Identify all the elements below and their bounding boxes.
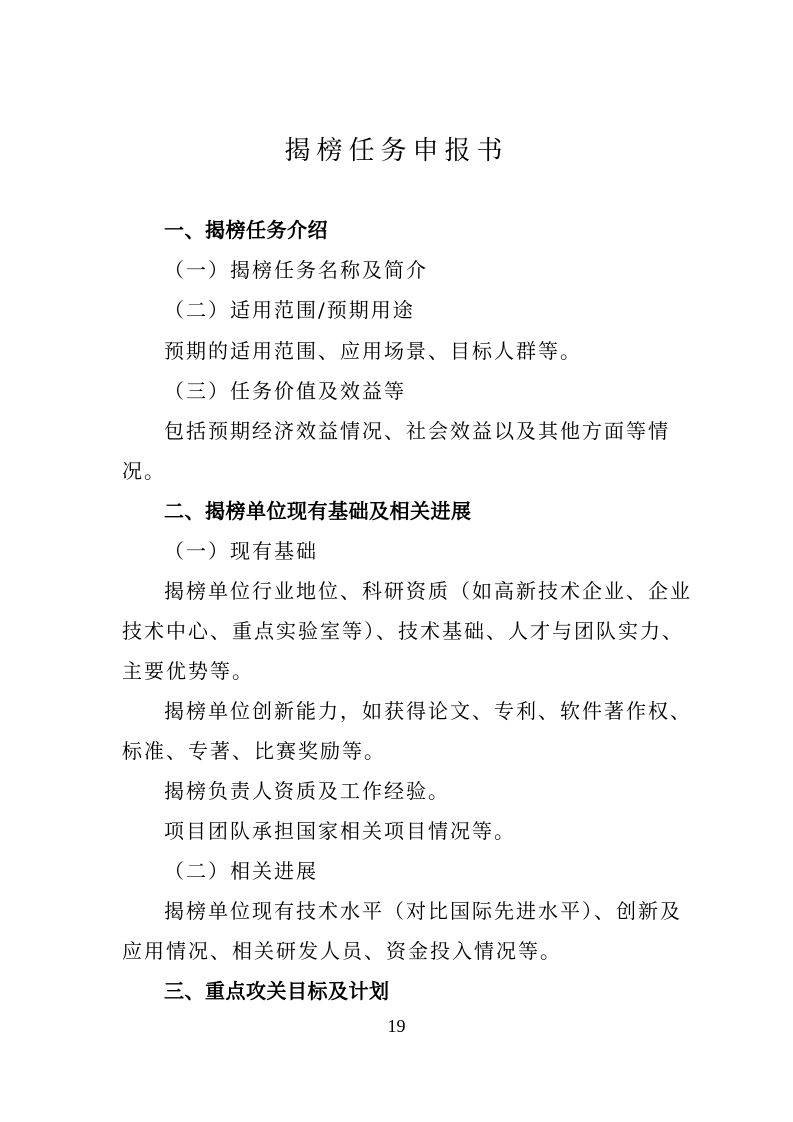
paragraph-text: 主要优势等。: [122, 659, 254, 683]
subsection-heading-1-3: （三）任务价值及效益等: [164, 379, 406, 403]
paragraph-text: 揭榜单位行业地位、科研资质（如高新技术企业、企业: [164, 579, 692, 603]
subsection-heading-2-1: （一）现有基础: [164, 539, 318, 563]
paragraph-text: 应用情况、相关研发人员、资金投入情况等。: [122, 939, 562, 963]
paragraph-text: 项目团队承担国家相关项目情况等。: [164, 819, 516, 843]
paragraph-text: 预期的适用范围、应用场景、目标人群等。: [164, 339, 582, 363]
document-title: 揭榜任务申报书: [284, 136, 509, 166]
section-heading-3: 三、重点攻关目标及计划: [164, 979, 390, 1003]
section-heading-2: 二、揭榜单位现有基础及相关进展: [164, 499, 472, 523]
paragraph-text: 揭榜负责人资质及工作经验。: [164, 779, 450, 803]
paragraph-text: 揭榜单位创新能力，如获得论文、专利、软件著作权、: [164, 699, 692, 723]
paragraph-text: 技术中心、重点实验室等）、技术基础、人才与团队实力、: [122, 619, 684, 643]
subsection-heading-1-1: （一）揭榜任务名称及简介: [164, 258, 428, 282]
paragraph-text: 包括预期经济效益情况、社会效益以及其他方面等情: [164, 419, 670, 443]
paragraph-text: 揭榜单位现有技术水平（对比国际先进水平）、创新及: [164, 899, 682, 923]
paragraph-text: 况。: [122, 459, 166, 483]
paragraph-text: 标准、专著、比赛奖励等。: [122, 739, 386, 763]
section-heading-1: 一、揭榜任务介绍: [164, 218, 328, 242]
page-number: 19: [387, 1016, 406, 1036]
subsection-heading-2-2: （二）相关进展: [164, 859, 318, 883]
subsection-heading-1-2: （二）适用范围/预期用途: [164, 298, 415, 322]
